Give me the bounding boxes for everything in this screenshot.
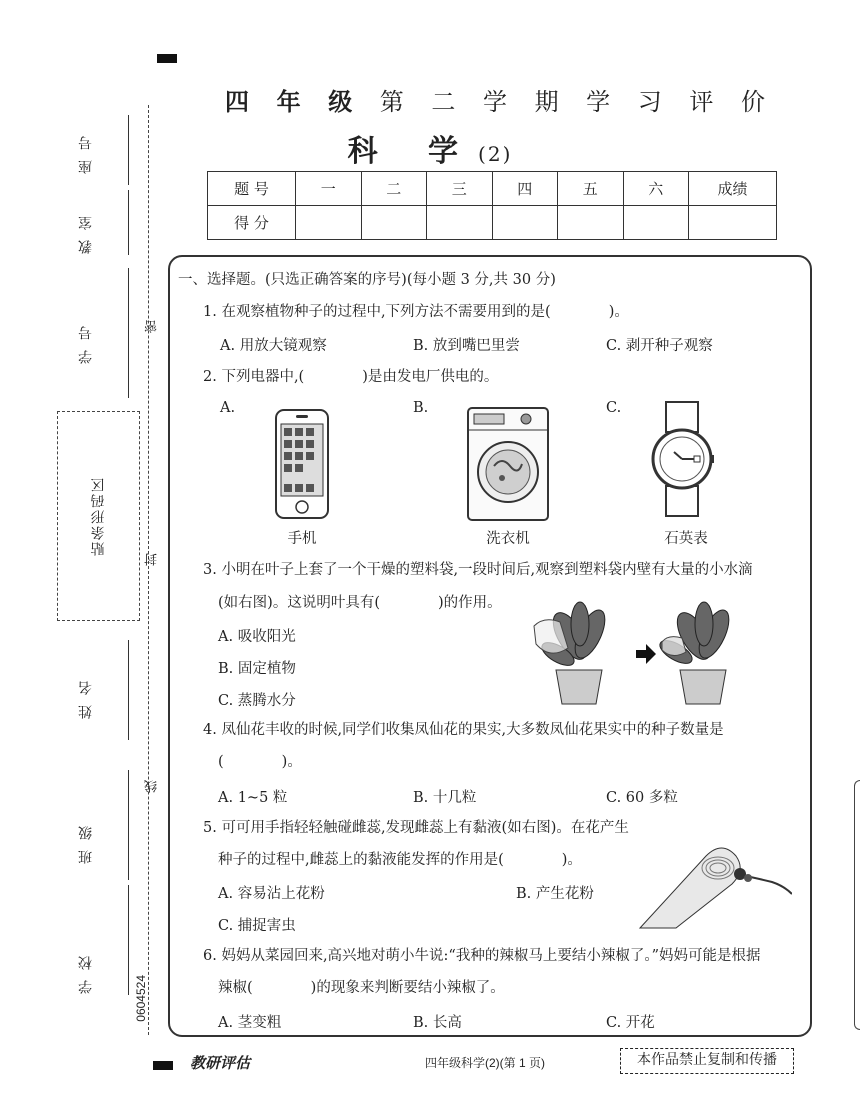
section-heading: 一、选择题。(只选正确答案的序号)(每小题 3 分,共 30 分): [178, 272, 556, 288]
footer-alignment-mark: [153, 1061, 173, 1070]
seal-char-xian: 线: [145, 780, 160, 793]
footer-brand: 教研评估: [190, 1054, 251, 1072]
score-cell[interactable]: [361, 206, 427, 240]
q1-option-b[interactable]: B. 放到嘴巴里尝: [413, 338, 520, 354]
q3-option-a[interactable]: A. 吸收阳光: [218, 629, 296, 645]
score-cell[interactable]: [623, 206, 689, 240]
q6-option-a[interactable]: A. 茎变粗: [218, 1015, 282, 1031]
score-cell[interactable]: [492, 206, 558, 240]
score-table: [207, 171, 777, 240]
q6-option-c[interactable]: C. 开花: [606, 1015, 655, 1031]
q5-option-c[interactable]: C. 捕捉害虫: [218, 918, 296, 934]
finger-pistil-illustration: [636, 838, 792, 930]
paper-code: 0604524: [134, 975, 148, 1022]
score-cell[interactable]: [427, 206, 493, 240]
right-edge-bracket: [854, 780, 860, 1030]
question-4-stem: 4. 凤仙花丰收的时候,同学们收集凤仙花的果实,大多数凤仙花果实中的种子数量是: [203, 722, 724, 738]
phone-caption: 手机: [287, 531, 317, 547]
q3-option-b[interactable]: B. 固定植物: [218, 661, 296, 677]
q4-option-b[interactable]: B. 十几粒: [413, 790, 477, 806]
score-table-header-row: 题 号 一 二 三 四 五 六 成绩: [208, 172, 777, 206]
question-6-stem-2: 辣椒( )的现象来判断要结小辣椒了。: [218, 980, 505, 996]
class-line: [128, 770, 129, 880]
q2-option-c[interactable]: C.: [606, 400, 622, 416]
score-cell[interactable]: [558, 206, 624, 240]
washing-machine-caption: 洗衣机: [486, 531, 530, 547]
washing-machine-illustration: [466, 406, 550, 522]
q6-option-b[interactable]: B. 长高: [413, 1015, 462, 1031]
question-2-stem: 2. 下列电器中,( )是由发电厂供电的。: [203, 369, 499, 385]
question-5-stem: 5. 可可用手指轻轻触碰雌蕊,发现雌蕊上有黏液(如右图)。在花产生: [203, 820, 629, 836]
quartz-watch-illustration: [650, 400, 714, 518]
classroom-line: [128, 190, 129, 255]
name-line: [128, 640, 129, 740]
q5-option-a[interactable]: A. 容易沾上花粉: [218, 886, 325, 902]
student-id-line: [128, 268, 129, 398]
q4-option-a[interactable]: A. 1~5 粒: [218, 790, 288, 806]
question-4-stem-2: ( )。: [218, 754, 302, 770]
question-3-stem: 3. 小明在叶子上套了一个干燥的塑料袋,一段时间后,观察到塑料袋内壁有大量的小水滴: [203, 562, 753, 578]
q1-option-c[interactable]: C. 剥开种子观察: [606, 338, 713, 354]
potted-plant-bag-illustration: [530, 596, 730, 706]
class-label: 班级: [78, 816, 94, 864]
copyright-warning: 本作品禁止复制和传播: [620, 1048, 794, 1074]
seat-number-label: 座号: [78, 126, 94, 174]
score-cell[interactable]: [689, 206, 777, 240]
q4-option-c[interactable]: C. 60 多粒: [606, 790, 678, 806]
q2-option-b[interactable]: B.: [413, 400, 429, 416]
seal-dashed-line: [148, 105, 149, 1035]
question-3-stem-2: (如右图)。这说明叶具有( )的作用。: [218, 595, 502, 611]
exam-title: 四 年 级 第 二 学 期 学 习 评 价: [225, 87, 765, 116]
arrow-right-icon: [636, 644, 656, 664]
quartz-watch-caption: 石英表: [664, 531, 708, 547]
student-id-label: 学号: [78, 316, 94, 364]
school-line: [128, 885, 129, 995]
question-5-stem-2: 种子的过程中,雌蕊上的黏液能发挥的作用是( )。: [218, 852, 582, 868]
phone-illustration: [274, 408, 330, 520]
classroom-label: 教室: [78, 206, 94, 254]
score-cell[interactable]: [296, 206, 362, 240]
page-number: 四年级科学(2)(第 1 页): [425, 1056, 546, 1070]
score-table-score-row: 得 分: [208, 206, 777, 240]
alignment-mark: [157, 54, 177, 63]
barcode-area: 贴条形码区: [57, 411, 140, 621]
subject-title: 科 学(2): [347, 134, 513, 169]
school-label: 学校: [78, 946, 94, 994]
name-label: 姓名: [78, 671, 94, 719]
seal-char-feng: 封: [145, 553, 160, 566]
seal-char-mi: 密: [145, 320, 160, 333]
q1-option-a[interactable]: A. 用放大镜观察: [220, 338, 327, 354]
question-1-stem: 1. 在观察植物种子的过程中,下列方法不需要用到的是( )。: [203, 304, 629, 320]
q5-option-b[interactable]: B. 产生花粉: [516, 886, 594, 902]
q3-option-c[interactable]: C. 蒸腾水分: [218, 693, 296, 709]
question-6-stem: 6. 妈妈从菜园回来,高兴地对萌小牛说:“我种的辣椒马上要结小辣椒了。”妈妈可能是根据: [203, 948, 761, 964]
q2-option-a[interactable]: A.: [220, 400, 236, 416]
